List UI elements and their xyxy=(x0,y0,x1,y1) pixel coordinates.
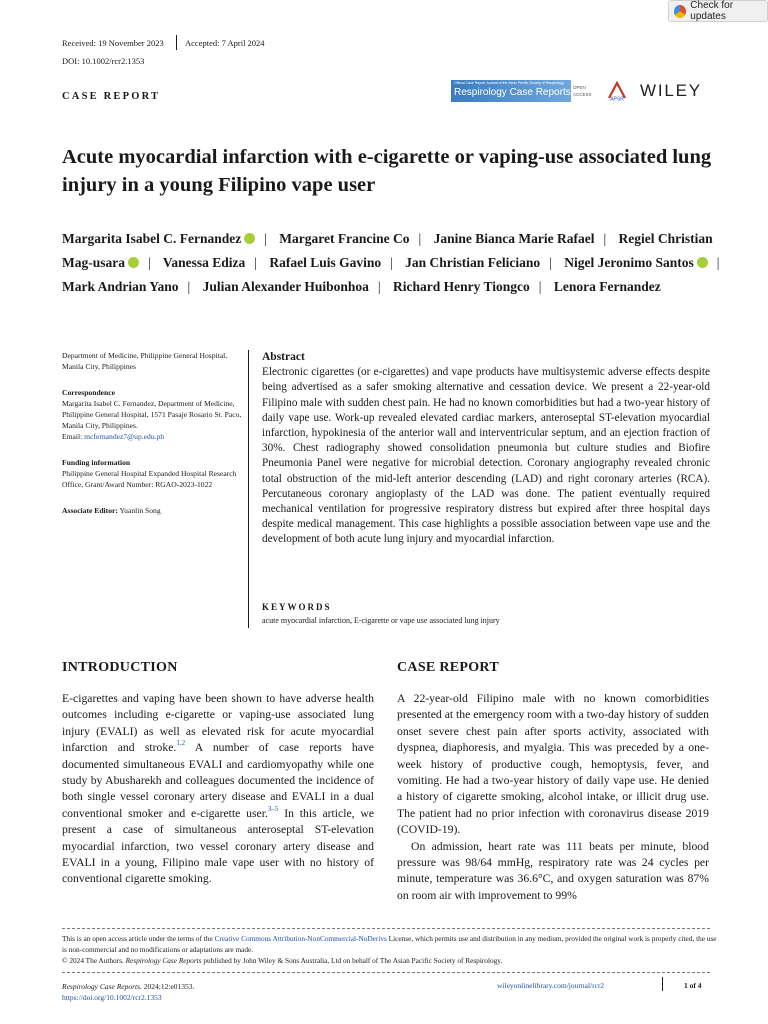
check-for-updates-button[interactable] xyxy=(668,0,768,22)
doi: DOI: 10.1002/rcr2.1353 xyxy=(62,56,145,66)
orcid-icon[interactable] xyxy=(244,233,255,244)
funding-text: Philippine General Hospital Expanded Hospital Research Office, Grant/Award Number: RGAO-2023-1022 xyxy=(62,469,237,489)
header-divider xyxy=(176,35,177,50)
doi-link[interactable]: https://doi.org/10.1002/rcr2.1353 xyxy=(62,993,162,1002)
funding-heading: Funding information xyxy=(62,458,131,467)
open-access-badge xyxy=(573,84,603,99)
license-text-pre: This is an open access article under the terms of the xyxy=(62,934,215,943)
author-name[interactable]: Rafael Luis Gavino xyxy=(269,255,382,270)
column-divider xyxy=(248,350,249,628)
journal-logo[interactable] xyxy=(451,80,571,102)
case-report-heading: CASE REPORT xyxy=(397,660,499,675)
author-name[interactable]: Janine Bianca Marie Rafael xyxy=(433,231,595,246)
article-title: Acute myocardial infarction with e-cigarette or vaping-use associated lung injury in a young Filipino vape user xyxy=(62,146,712,196)
author-separator: | xyxy=(549,255,552,270)
license-footnote xyxy=(62,933,722,966)
footnote-divider xyxy=(62,928,710,929)
article-metadata xyxy=(62,350,242,531)
introduction-paragraph xyxy=(62,691,374,888)
copyright-pre: © 2024 The Authors. xyxy=(62,956,126,965)
author-separator: | xyxy=(187,279,191,294)
article-type: CASE REPORT xyxy=(62,91,161,102)
footer-page-divider xyxy=(662,977,663,991)
funding xyxy=(62,457,242,490)
author-separator: | xyxy=(418,231,422,246)
apsr-logo xyxy=(606,80,628,102)
open-access-label: OPEN ACCESS xyxy=(573,85,592,97)
correspondence-text: Margarita Isabel C. Fernandez, Department of Medicine, Philippine General Hospital, 1571 Pasaje Rosario St. Paco, Manila City, Philippines. xyxy=(62,399,242,430)
publisher-logo[interactable]: WILEY xyxy=(640,81,702,100)
apsr-logo-text: APSR xyxy=(610,96,624,102)
correspondence xyxy=(62,387,242,442)
author-name[interactable]: Julian Alexander Huibonhoa xyxy=(202,279,369,294)
keywords-heading: KEYWORDS xyxy=(262,602,332,612)
author-separator: | xyxy=(538,279,542,294)
author-name[interactable]: Vanessa Ediza xyxy=(162,255,246,270)
intro-text-3: In this article, we present a case of simultaneous anteroseptal ST-elevation myocardial infarction, two vessel coronary artery disease and EVALI in a young, Filipino male vape user with no history of conventional cigarette smoking. xyxy=(62,806,375,886)
page-number: 1 of 4 xyxy=(684,981,702,990)
author-name[interactable]: Jan Christian Feliciano xyxy=(405,255,541,270)
citation-details: 2024;12:e01353. xyxy=(141,982,195,991)
author-separator: | xyxy=(148,255,151,270)
author-separator: | xyxy=(603,231,607,246)
journal-logo-tagline: Official Case Report Journal of the Asian Pacific Society of Respirology xyxy=(454,81,565,85)
license-text-post: License, which permits use and distribution in any medium, provided the original work is properly cited, the use is non-commercial and no modifications or adaptations are made. xyxy=(62,934,717,954)
license-link[interactable]: Creative Commons Attribution-NonCommercial-NoDerivs xyxy=(214,934,387,943)
orcid-icon[interactable] xyxy=(128,257,139,268)
update-icon xyxy=(674,5,686,18)
case-report-section xyxy=(397,691,709,904)
case-paragraph-1: A 22-year-old Filipino male with no known comorbidities presented at the emergency room with a two-day history of sudden onset severe chest pain after sports activity, associated with dyspnea, diaphoresis, and myalgia. This was preceded by a one-week history of productive cough, hemoptysis, fever, and vomiting. He had a two-year history of daily vape use. He denied a history of cigarette smoking, alcohol intake, or illicit drug use. The patient had no prior infection with coronavirus disease 2019 (COVID-19). xyxy=(397,692,710,837)
author-separator: | xyxy=(264,231,267,246)
accepted-date: Accepted: 7 April 2024 xyxy=(185,38,265,48)
copyright-journal: Respirology Case Reports xyxy=(125,956,202,965)
author-separator: | xyxy=(377,279,381,294)
keywords-text: acute myocardial infarction, E-cigarette or vape use associated lung injury xyxy=(262,616,500,625)
email-label: Email: xyxy=(62,432,83,441)
footer-divider xyxy=(62,972,710,973)
abstract-text: Electronic cigarettes (or e-cigarettes) and vape products have multisystemic adverse effects despite being advertised as a safer smoking alternative and cessation device. We present a 22-year-old Filipino male with sudden chest pain. He had no known comorbidities but had a two-year history of daily vape use. Work-up revealed elevated cardiac markers, anteroseptal ST-elevation myocardial infarction, hypokinesia of the anterior wall and interventricular septum, and an ejection fraction of 30%. Chest radiography showed consolidation pneumonia but culture studies and Biofire Pneumonia Panel were negative for microbial detection. Coronary angiography revealed chronic total obstruction of the mid-left anterior descending (LAD) and right coronary arteries (RCA). Percutaneous coronary angioplasty of the LAD was done. The patient eventually required mechanical ventilation for progressive respiratory distress but expired after three hospital days despite medical management. This case highlights a possible association between vape use and the development of both acute lung injury and myocardial infarction. xyxy=(262,366,710,546)
author-name[interactable]: Nigel Jeronimo Santos xyxy=(564,255,694,270)
check-for-updates-label: Check for updates xyxy=(690,0,734,22)
author-name[interactable]: Richard Henry Tiongco xyxy=(393,279,530,294)
author-list xyxy=(62,227,742,299)
introduction-heading: INTRODUCTION xyxy=(62,660,178,675)
author-separator: | xyxy=(716,255,720,270)
abstract xyxy=(262,350,710,548)
author-name[interactable]: Regiel Christian Mag-usara xyxy=(62,231,713,270)
author-name[interactable]: Margarita Isabel C. Fernandez xyxy=(62,231,242,246)
case-paragraph-2: On admission, heart rate was 111 beats per minute, blood pressure was 98/64 mmHg, respiratory rate was 24 cycles per minute, temperature was 36.6°C, and oxygen saturation was 87% on room air with improvement to 99% xyxy=(397,839,709,902)
received-date: Received: 19 November 2023 xyxy=(62,38,164,48)
orcid-icon[interactable] xyxy=(697,257,708,268)
author-name[interactable]: Margaret Francine Co xyxy=(279,231,410,246)
reference-link[interactable]: 1,2 xyxy=(176,739,186,748)
author-separator: | xyxy=(254,255,257,270)
journal-url-link[interactable]: wileyonlinelibrary.com/journal/rcr2 xyxy=(497,981,605,990)
affiliation: Department of Medicine, Philippine General Hospital, Manila City, Philippines xyxy=(62,351,228,371)
citation-journal: Respirology Case Reports. xyxy=(62,982,142,991)
journal-logo-name: Respirology Case Reports xyxy=(454,87,571,98)
intro-text-1: E-cigarettes and vaping have been shown to have adverse health outcomes including e-cigarette or vaping-use associated lung injury (EVALI) as well as elevated risk for acute myocardial infarction and stroke. xyxy=(62,692,374,755)
introduction-section xyxy=(62,691,374,888)
correspondence-heading: Correspondence xyxy=(62,388,116,397)
associate-editor xyxy=(62,505,242,516)
abstract-heading: Abstract xyxy=(262,351,305,363)
copyright-post: published by John Wiley & Sons Australia, Ltd on behalf of The Asian Pacific Society of Respirology. xyxy=(201,956,503,965)
author-name[interactable]: Lenora Fernandez xyxy=(553,279,661,294)
reference-link[interactable]: 3–5 xyxy=(267,804,279,813)
editor-name: Yuanlin Song xyxy=(119,506,161,515)
intro-text-2: A number of case reports have documented simultaneous EVALI and cardiomyopathy while one study by Abusharekh and colleagues documented the incidence of both single vessel coronary artery disease and EVALI in a dual conventional smoker and e-cigarette user. xyxy=(62,741,374,820)
author-name[interactable]: Mark Andrian Yano xyxy=(62,279,179,294)
email-link[interactable]: mcfernandez7@up.edu.ph xyxy=(84,432,165,441)
author-separator: | xyxy=(390,255,393,270)
editor-label: Associate Editor: xyxy=(62,506,118,515)
apsr-logo-icon xyxy=(606,80,628,102)
footer-citation xyxy=(62,981,194,1003)
